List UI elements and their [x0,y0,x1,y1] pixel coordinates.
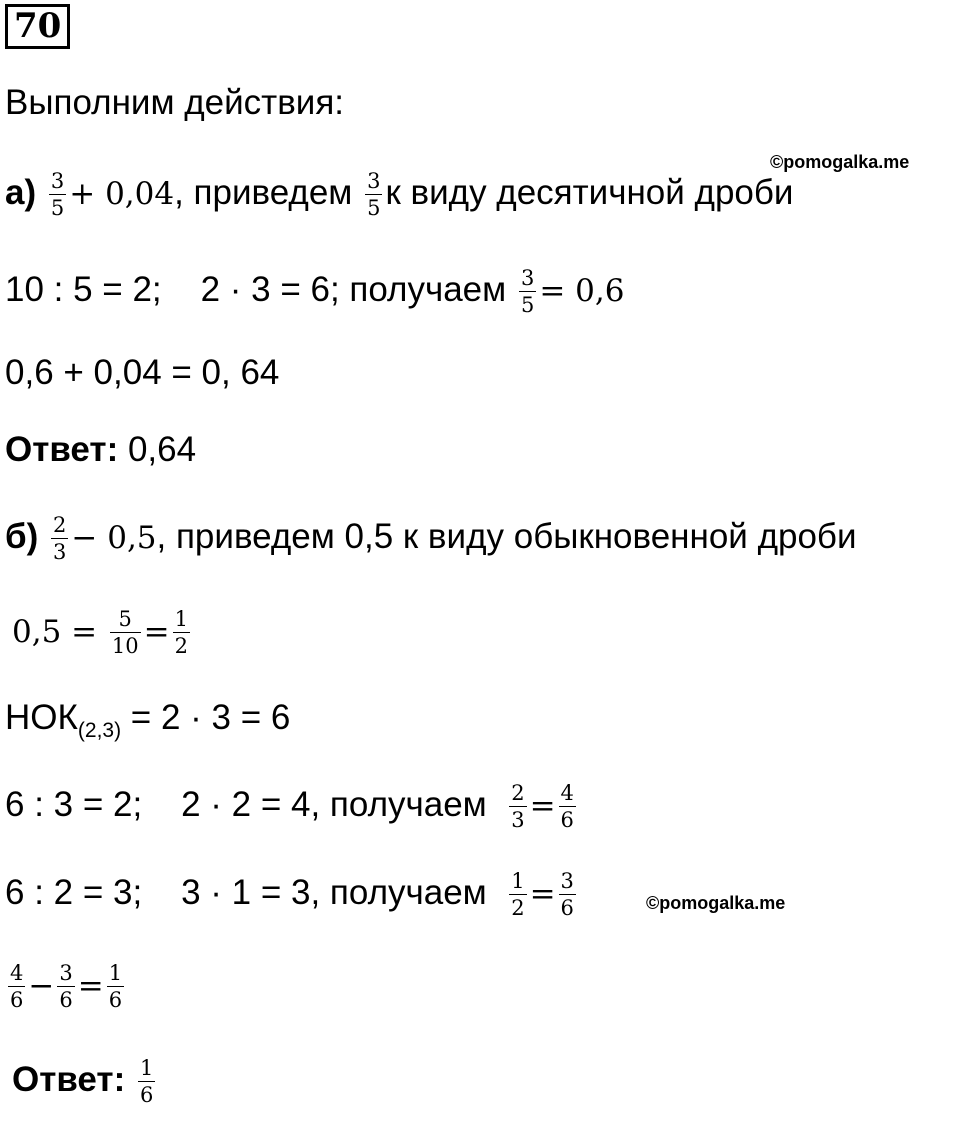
expr-rest: + 0,04 [69,176,175,212]
fraction-1-2: $\frac{1}{2}$ [174,607,188,659]
step-division: 6 : 3 = 2; [5,785,143,824]
problem-number: 70 [5,4,70,49]
difference-line [5,960,127,1014]
part-b-label: б) [5,517,39,556]
step-line-2: 6 : 2 = 3; 3 · 1 = 3, получаем $\frac{1}{2}$ = $\frac{3}{6}$ [5,869,574,921]
nok-subscript: (2,3) [77,719,122,742]
step-multiplication: 2 · 2 = 4, получаем [181,785,487,824]
step-line-1: 6 : 3 = 2; 2 · 2 = 4, получаем $\frac{2}{3}$ = $\frac{4}{6}$ [5,781,574,833]
fraction-2-3: $\frac{2}{3}$ [53,513,67,565]
conv-eq: = [143,614,170,650]
fraction-3-5-result: $\frac{3}{5}$ [520,266,535,318]
fraction-3-5: $\frac{3}{5}$ [50,169,65,221]
answer-value: 0,64 [127,430,197,469]
fraction-4-6-diff: $\frac{4}{6}$ [10,961,24,1013]
equals-sign: = [77,968,104,1004]
answer-fraction: $\frac{1}{6}$ [139,1056,154,1108]
watermark-1: ©pomogalka.me [770,152,910,172]
fraction-2-3-eq: $\frac{2}{3}$ [511,781,525,833]
conversion-line [12,606,193,660]
fraction-4-6: $\frac{4}{6}$ [560,781,574,833]
part-b-statement [5,512,857,566]
nok-line [5,698,291,742]
statement-text: , приведем [174,173,353,212]
fraction-5-10: $\frac{5}{10}$ [111,607,139,659]
answer-label: Ответ: [5,430,119,469]
part-a-sum: 0,6 + 0,04 = 0, 64 [5,353,280,392]
step-multiplication: 3 · 1 = 3, получаем [181,873,487,912]
fraction-3-6-diff: $\frac{3}{6}$ [59,961,73,1013]
part-b-answer [12,1055,158,1109]
step-division: 10 : 5 = 2; [5,270,162,309]
intro-text: Выполним действия: [5,83,345,122]
expr-rest: − 0,5 [71,520,157,556]
step-division: 6 : 2 = 3; [5,873,143,912]
part-a-answer [5,432,196,467]
statement-text-2: к виду десятичной дроби [385,173,794,212]
part-a-label: а) [5,173,37,212]
nok-label: НОК [5,698,78,737]
fraction-3-5-ref: $\frac{3}{5}$ [367,169,381,221]
fraction-1-6: $\frac{1}{6}$ [108,961,123,1013]
result-eq: = 0,6 [539,273,625,309]
minus-sign: − [28,968,55,1004]
statement-text: , приведем 0,5 к виду обыкновенной дроби [156,517,857,556]
conv-start: 0,5 = [12,614,98,650]
step-multiplication: 2 · 3 = 6; получаем [200,270,507,309]
fraction-1-2-eq: $\frac{1}{2}$ [511,869,525,921]
part-a-step [5,265,624,319]
nok-rest: = 2 · 3 = 6 [121,698,291,737]
answer-label: Ответ: [12,1060,126,1099]
fraction-3-6: $\frac{3}{6}$ [560,869,574,921]
part-a-statement [5,168,793,222]
watermark-2: ©pomogalka.me [646,893,786,913]
